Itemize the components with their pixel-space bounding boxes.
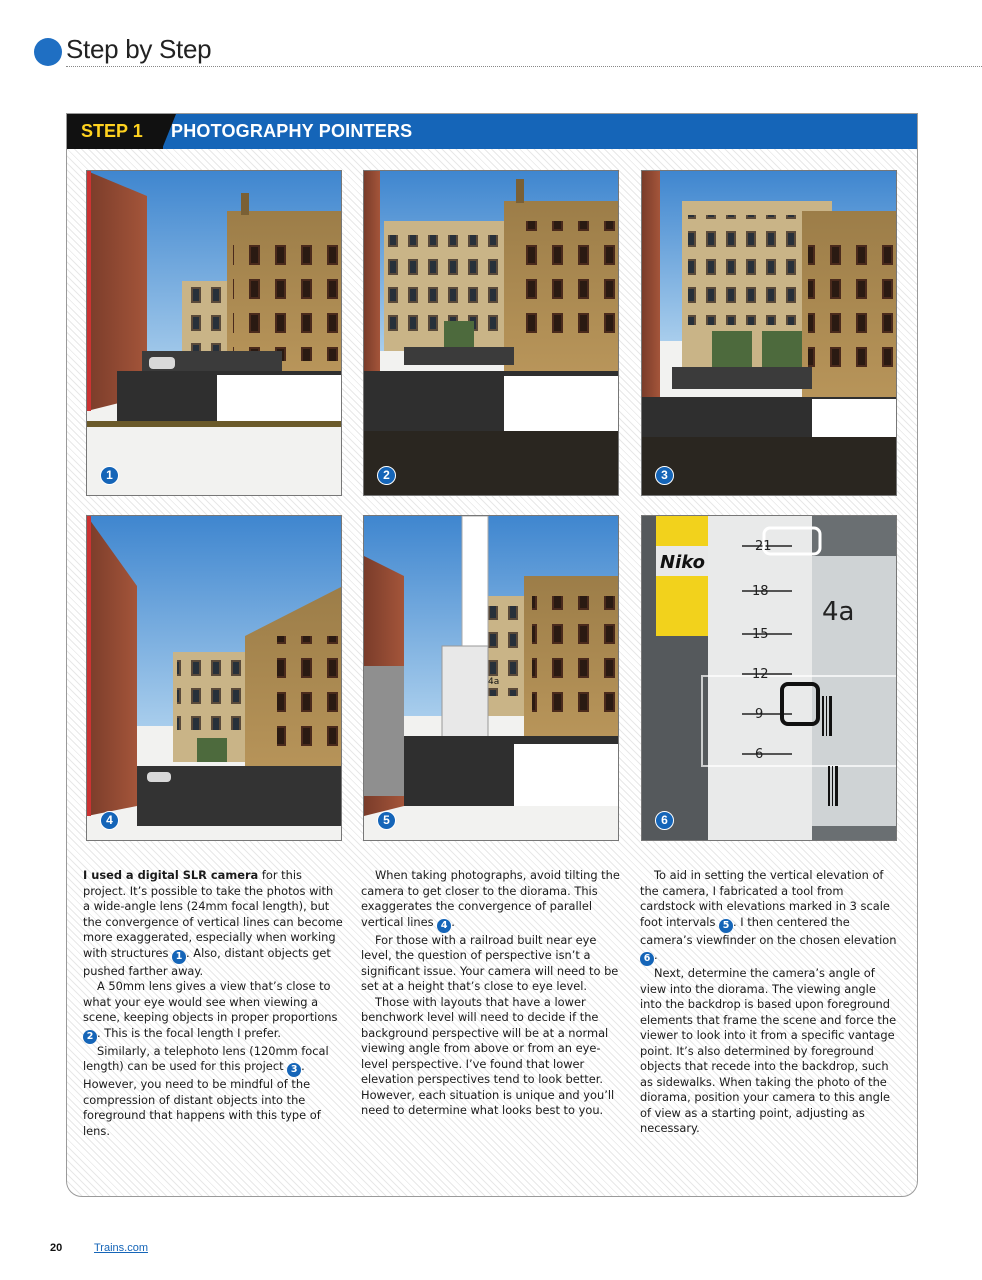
col1-paragraph-1: I used a digital SLR camera for this project. It’s possible to take the photos with a wide-angle lens (24mm focal length), but the convergence of vertical lines can become more exaggerated, especially when working with structures 1 . Also, distant objects get pushed farther away. [83, 868, 343, 978]
photo-2-normal-lens [363, 170, 619, 496]
text-column-1 [83, 868, 343, 1139]
ref-badge: 5 [719, 919, 733, 933]
tool-label-small: 4a [488, 677, 500, 687]
mark-6: 6 [755, 747, 764, 762]
mark-15: 15 [752, 627, 769, 642]
ref-badge: 4 [437, 919, 451, 933]
ref-badge: 3 [287, 1063, 301, 1077]
photo-badge-3: 3 [655, 466, 674, 485]
viewfinder-brand: Niko [660, 552, 705, 573]
col2-paragraph-3: Those with layouts that have a lower benchwork level will need to decide if the background perspective will be at a normal viewing angle from above or from an eye-level perspective. I’ve found that lower elevation perspectives tend to look better. However, each situation is unique and you’ll need to determine what looks best to you. [361, 994, 615, 1117]
step-header-bar [67, 114, 917, 149]
photo-badge-1: 1 [100, 466, 119, 485]
mark-21: 21 [755, 539, 772, 554]
col1-paragraph-3: Similarly, a telephoto lens (120mm focal length) can be used for this project 3 . However, you need to be mindful of the compression of distant objects into the foreground that happens with this type of lens. [83, 1043, 329, 1138]
ref-badge: 6 [640, 952, 654, 966]
mark-9: 9 [755, 707, 764, 722]
step-title: PHOTOGRAPHY POINTERS [171, 121, 413, 141]
section-title: Step by Step [66, 34, 212, 64]
text-column-2 [361, 868, 621, 1119]
photo-badge-4: 4 [100, 811, 119, 830]
photo-4-tilted-camera [86, 515, 342, 841]
ref-badge: 1 [172, 950, 186, 964]
step-panel [66, 113, 918, 1197]
page-number: 20 [50, 1242, 63, 1254]
col2-paragraph-1: When taking photographs, avoid tilting the camera to get closer to the diorama. This exaggerates the convergence of parallel vertical lines 4 . [361, 868, 620, 931]
mark-18: 18 [752, 584, 769, 599]
col3-paragraph-1: To aid in setting the vertical elevation of the camera, I fabricated a tool from cardstock with elevations marked in 3 scale foot intervals 5 . I then centered the camera’s viewfinder on the chosen elevation 6 . [640, 868, 897, 964]
photo-badge-2: 2 [377, 466, 396, 485]
page-footer [50, 1242, 148, 1254]
col1-paragraph-2: A 50mm lens gives a view that’s close to what your eye would see when viewing a scene, keeping objects in proper proportions 2 . This is the focal length I prefer. [83, 979, 338, 1042]
text-column-3 [640, 868, 900, 1137]
tool-label-large: 4a [822, 597, 855, 627]
photo-badge-5: 5 [377, 811, 396, 830]
col2-paragraph-2: For those with a railroad built near eye level, the question of perspective isn’t a significant issue. Your camera will need to be set at a height that’s close to eye level. [361, 932, 619, 993]
page-header [34, 36, 982, 68]
photo-1-wide-angle [86, 170, 342, 496]
photo-badge-6: 6 [655, 811, 674, 830]
photo-3-telephoto [641, 170, 897, 496]
mark-12: 12 [752, 667, 769, 682]
col3-paragraph-2: Next, determine the camera’s angle of view into the diorama. The viewing angle into the backdrop is based upon foreground elements that frame the scene and force the viewer to look into it from a specific vantage point. It’s also determined by foreground objects that recede into the backdrop, such as sidewalks. When taking the photo of the diorama, position your camera to this angle of view as a starting point, adjusting as necessary. [640, 966, 897, 1135]
step-number-label: STEP 1 [67, 114, 163, 149]
header-rule [66, 66, 982, 67]
site-link[interactable]: Trains.com [94, 1242, 148, 1254]
section-dot-icon [34, 38, 62, 66]
ref-badge: 2 [83, 1030, 97, 1044]
photo-6-viewfinder [641, 515, 897, 841]
photo-5-elevation-tool [363, 515, 619, 841]
